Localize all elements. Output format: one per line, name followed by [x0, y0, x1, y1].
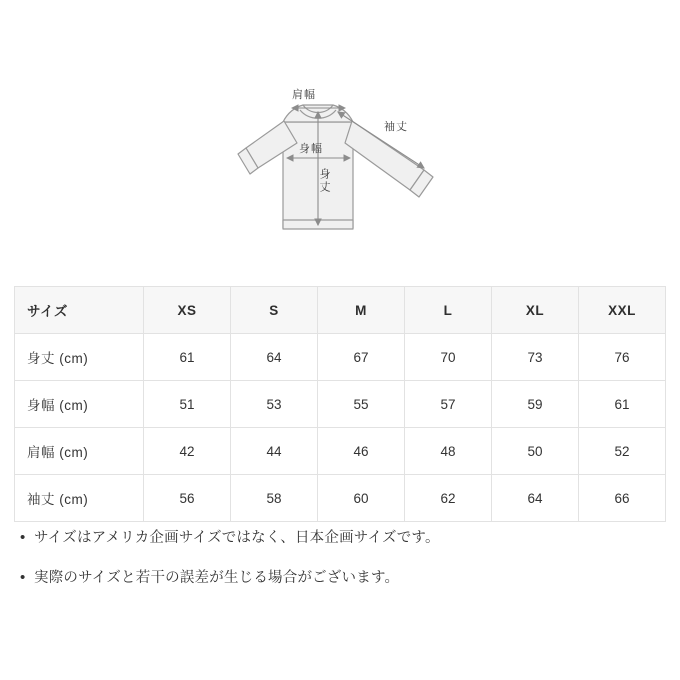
cell-shoulder-width-l: 48	[405, 428, 492, 475]
cell-sleeve-length-s: 58	[231, 475, 318, 522]
notes-list	[20, 528, 660, 608]
table-header-xs: XS	[144, 287, 231, 334]
table-header-xxl: XXL	[579, 287, 666, 334]
cell-body-length-xl: 73	[492, 334, 579, 381]
table-row	[15, 475, 666, 522]
table-header-row	[15, 287, 666, 334]
table-row	[15, 428, 666, 475]
cell-shoulder-width-s: 44	[231, 428, 318, 475]
diagram-label-sleeve-length: 袖丈	[384, 121, 408, 133]
cell-shoulder-width-xxl: 52	[579, 428, 666, 475]
note-text-2: 実際のサイズと若干の誤差が生じる場合がございます。	[34, 570, 400, 586]
cell-shoulder-width-m: 46	[318, 428, 405, 475]
cell-body-length-xxl: 76	[579, 334, 666, 381]
row-label-chest-width: 身幅 (cm)	[15, 381, 144, 428]
cell-chest-width-xxl: 61	[579, 381, 666, 428]
cell-body-length-s: 64	[231, 334, 318, 381]
bullet-icon: •	[20, 529, 26, 546]
table-header-size: サイズ	[15, 287, 144, 334]
size-table	[14, 286, 666, 522]
list-item	[20, 528, 660, 548]
cell-sleeve-length-m: 60	[318, 475, 405, 522]
bullet-icon: •	[20, 569, 26, 586]
note-text-1: サイズはアメリカ企画サイズではなく、日本企画サイズです。	[34, 530, 440, 546]
cell-chest-width-s: 53	[231, 381, 318, 428]
table-header-xl: XL	[492, 287, 579, 334]
cell-sleeve-length-xl: 64	[492, 475, 579, 522]
cell-body-length-xs: 61	[144, 334, 231, 381]
cell-shoulder-width-xs: 42	[144, 428, 231, 475]
cell-body-length-m: 67	[318, 334, 405, 381]
table-header-m: M	[318, 287, 405, 334]
cell-sleeve-length-l: 62	[405, 475, 492, 522]
cell-chest-width-xl: 59	[492, 381, 579, 428]
table-row	[15, 381, 666, 428]
row-label-body-length: 身丈 (cm)	[15, 334, 144, 381]
cell-body-length-l: 70	[405, 334, 492, 381]
cell-sleeve-length-xs: 56	[144, 475, 231, 522]
list-item	[20, 568, 660, 588]
cell-sleeve-length-xxl: 66	[579, 475, 666, 522]
garment-illustration	[0, 0, 680, 272]
row-label-sleeve-length: 袖丈 (cm)	[15, 475, 144, 522]
cell-chest-width-xs: 51	[144, 381, 231, 428]
table-row	[15, 334, 666, 381]
cell-shoulder-width-xl: 50	[492, 428, 579, 475]
garment-diagram	[0, 0, 680, 272]
cell-chest-width-m: 55	[318, 381, 405, 428]
diagram-label-body-length: 身丈	[318, 168, 330, 194]
row-label-shoulder-width: 肩幅 (cm)	[15, 428, 144, 475]
cell-chest-width-l: 57	[405, 381, 492, 428]
diagram-label-chest-width: 身幅	[299, 143, 323, 155]
table-header-s: S	[231, 287, 318, 334]
table-header-l: L	[405, 287, 492, 334]
diagram-label-shoulder-width: 肩幅	[292, 89, 316, 101]
